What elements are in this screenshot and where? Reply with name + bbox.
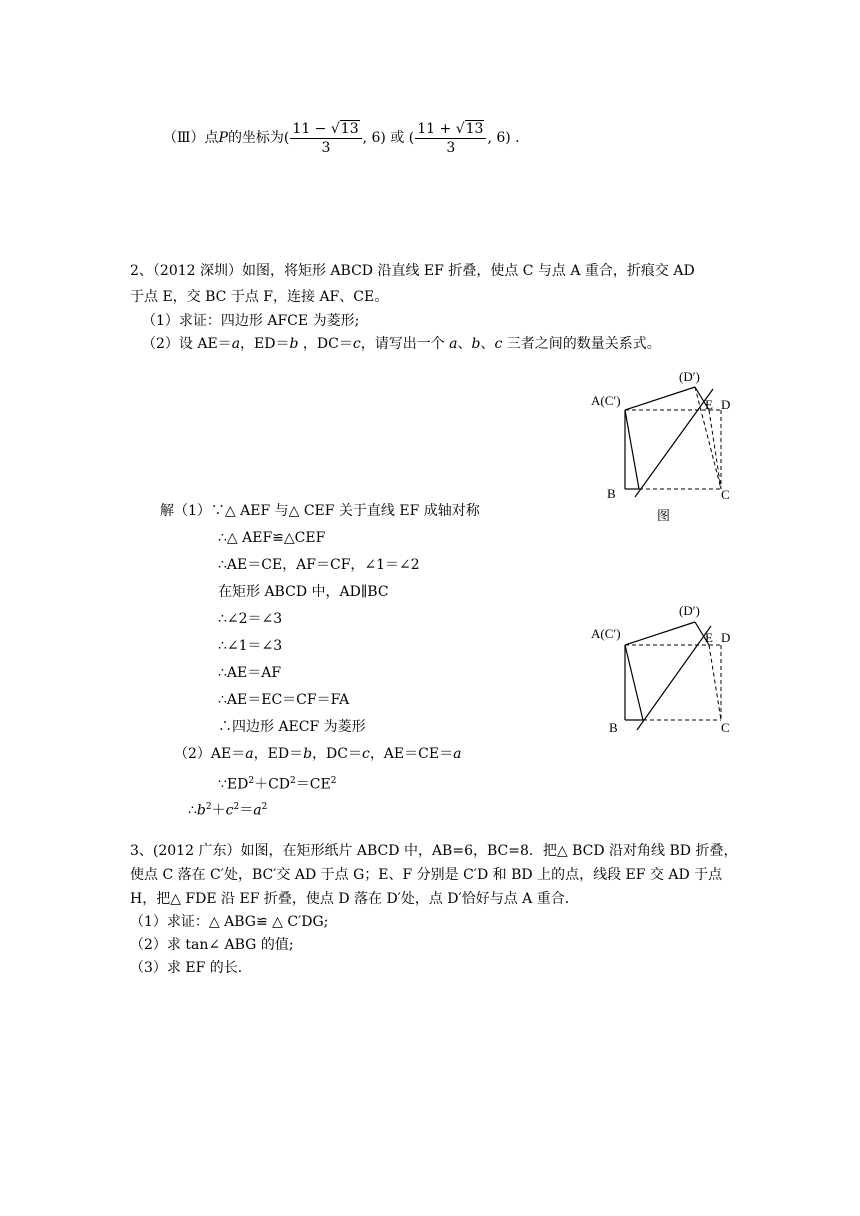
- q2-part2-text: （2）设 AE＝: [142, 336, 232, 352]
- label-c: C: [721, 720, 730, 735]
- sol-line-3: 在矩形 ABCD 中，AD∥BC: [218, 584, 389, 600]
- label-b: B: [607, 486, 616, 501]
- answer-prefix: （Ⅲ）点: [163, 130, 219, 146]
- label-d-prime: (D′): [679, 369, 700, 384]
- fraction-2-num: 11 +: [417, 120, 456, 137]
- q3-part3: （3）求 EF 的长．: [130, 960, 252, 976]
- q2-part2-text: ，请写出一个: [360, 336, 450, 352]
- var-a: a: [453, 746, 462, 762]
- sol2-text: ，ED＝: [253, 746, 304, 762]
- var-c: c: [225, 802, 234, 819]
- q3-line1: 3、(2012 广东）如图，在矩形纸片 ABCD 中，AB=6，BC=8．把△ BCD 沿对角线 BD 折叠，: [130, 843, 738, 859]
- var-b: b: [303, 746, 313, 762]
- superscript: 2: [261, 802, 268, 812]
- sol-line-2: ∴AE＝CE，AF＝CF，∠1＝∠2: [218, 557, 420, 573]
- fraction-1-den: 3: [321, 139, 331, 156]
- label-e: E: [705, 397, 713, 412]
- fraction-1-num: 11 −: [292, 120, 331, 137]
- sol2-text: ∴: [188, 802, 197, 819]
- var-a: a: [231, 336, 241, 352]
- fraction-1: $\frac{11 - √13}{3}$: [290, 121, 361, 156]
- sol-line-1: ∴△ AEF≌△CEF: [218, 530, 326, 546]
- sol2-text: ，DC＝: [312, 746, 362, 762]
- sol-line-5: ∴∠1＝∠3: [218, 638, 283, 654]
- fold-figure-1: [585, 365, 745, 530]
- label-b: B: [609, 720, 618, 735]
- label-d-prime: (D′): [679, 603, 700, 618]
- radical-2: 13: [465, 120, 484, 137]
- sol-line-7: ∴AE＝EC＝CF＝FA: [218, 692, 350, 708]
- q2-part2-text: 、: [457, 336, 472, 352]
- sol2-line-2: [218, 772, 336, 794]
- var-a: a: [449, 336, 458, 352]
- sol-line-0: 解（1）∵△ AEF 与△ CEF 关于直线 EF 成轴对称: [160, 503, 480, 519]
- sol2-text: （2）AE＝: [174, 746, 246, 762]
- superscript: 2: [233, 802, 240, 812]
- q2-part2-text: 三者之间的数量关系式。: [502, 336, 661, 352]
- q3-line2: 使点 C 落在 C′处，BC′交 AD 于点 G；E、F 分别是 C′D 和 BD 上的点，线段 EF 交 AD 于点: [130, 867, 723, 883]
- q2-part2: [142, 335, 661, 353]
- sol-line-6: ∴AE＝AF: [218, 665, 282, 681]
- answer-tail: , 6) .: [487, 130, 520, 146]
- label-e: E: [705, 630, 713, 645]
- var-a: a: [253, 802, 262, 819]
- var-a: a: [245, 746, 254, 762]
- superscript: 2: [205, 802, 212, 812]
- q3-part1: （1）求证：△ ABG≌ △ C′DG;: [130, 914, 329, 930]
- var-c: c: [494, 336, 503, 352]
- fraction-2-den: 3: [446, 139, 456, 156]
- fold-figure-2: [585, 598, 745, 743]
- superscript: 2: [290, 776, 296, 786]
- q2-part2-text: ，DC＝: [298, 336, 353, 352]
- radical-1: 13: [340, 120, 359, 137]
- sol2-line-3: [188, 798, 267, 820]
- q2-line1: 2、（2012 深圳）如图，将矩形 ABCD 沿直线 EF 折叠，使点 C 与点 A 重合，折痕交 AD: [130, 263, 695, 279]
- var-c: c: [361, 746, 370, 762]
- superscript: 2: [330, 776, 337, 786]
- label-d: D: [721, 630, 731, 645]
- q2-part1: （1）求证：四边形 AFCE 为菱形;: [142, 313, 360, 329]
- q2-part2-text: ，ED＝: [240, 336, 290, 352]
- sol2-text: ＋: [211, 802, 226, 819]
- sol-line-8: ∴四边形 AECF 为菱形: [218, 719, 366, 735]
- sol2-text: ∵ED: [218, 776, 249, 793]
- answer-mid: 的坐标为(: [227, 130, 290, 146]
- sol2-text: ＋CD: [254, 776, 291, 793]
- superscript: 2: [248, 776, 255, 786]
- label-a: A(C′): [591, 393, 621, 408]
- part3-answer-line: [163, 118, 520, 158]
- fraction-2: $\frac{11 + √13}{3}$: [415, 121, 486, 156]
- var-b: b: [289, 336, 299, 352]
- q3-part2: （2）求 tan∠ ABG 的值;: [130, 937, 294, 953]
- label-d: D: [721, 397, 731, 412]
- figure-caption: 图: [657, 508, 671, 523]
- var-c: c: [352, 336, 361, 352]
- sol-line-4: ∴∠2＝∠3: [218, 611, 283, 627]
- point-p: P: [218, 130, 228, 146]
- q2-line2: 于点 E，交 BC 于点 F，连接 AF、CE。: [130, 289, 389, 305]
- sol2-text: ，AE＝CE＝: [369, 746, 454, 762]
- sol2-text: ＝: [239, 802, 254, 819]
- q2-part2-text: 、: [480, 336, 495, 352]
- sol2-text: ＝CE: [295, 776, 331, 793]
- answer-after1: , 6) 或 (: [362, 130, 415, 146]
- label-a: A(C′): [591, 626, 621, 641]
- sol2-line-1: [174, 745, 461, 763]
- var-b: b: [196, 802, 206, 819]
- label-c: C: [721, 487, 730, 502]
- var-b: b: [471, 336, 481, 352]
- q3-line3: H，把△ FDE 沿 EF 折叠，使点 D 落在 D′处，点 D′恰好与点 A 重合．: [130, 891, 579, 907]
